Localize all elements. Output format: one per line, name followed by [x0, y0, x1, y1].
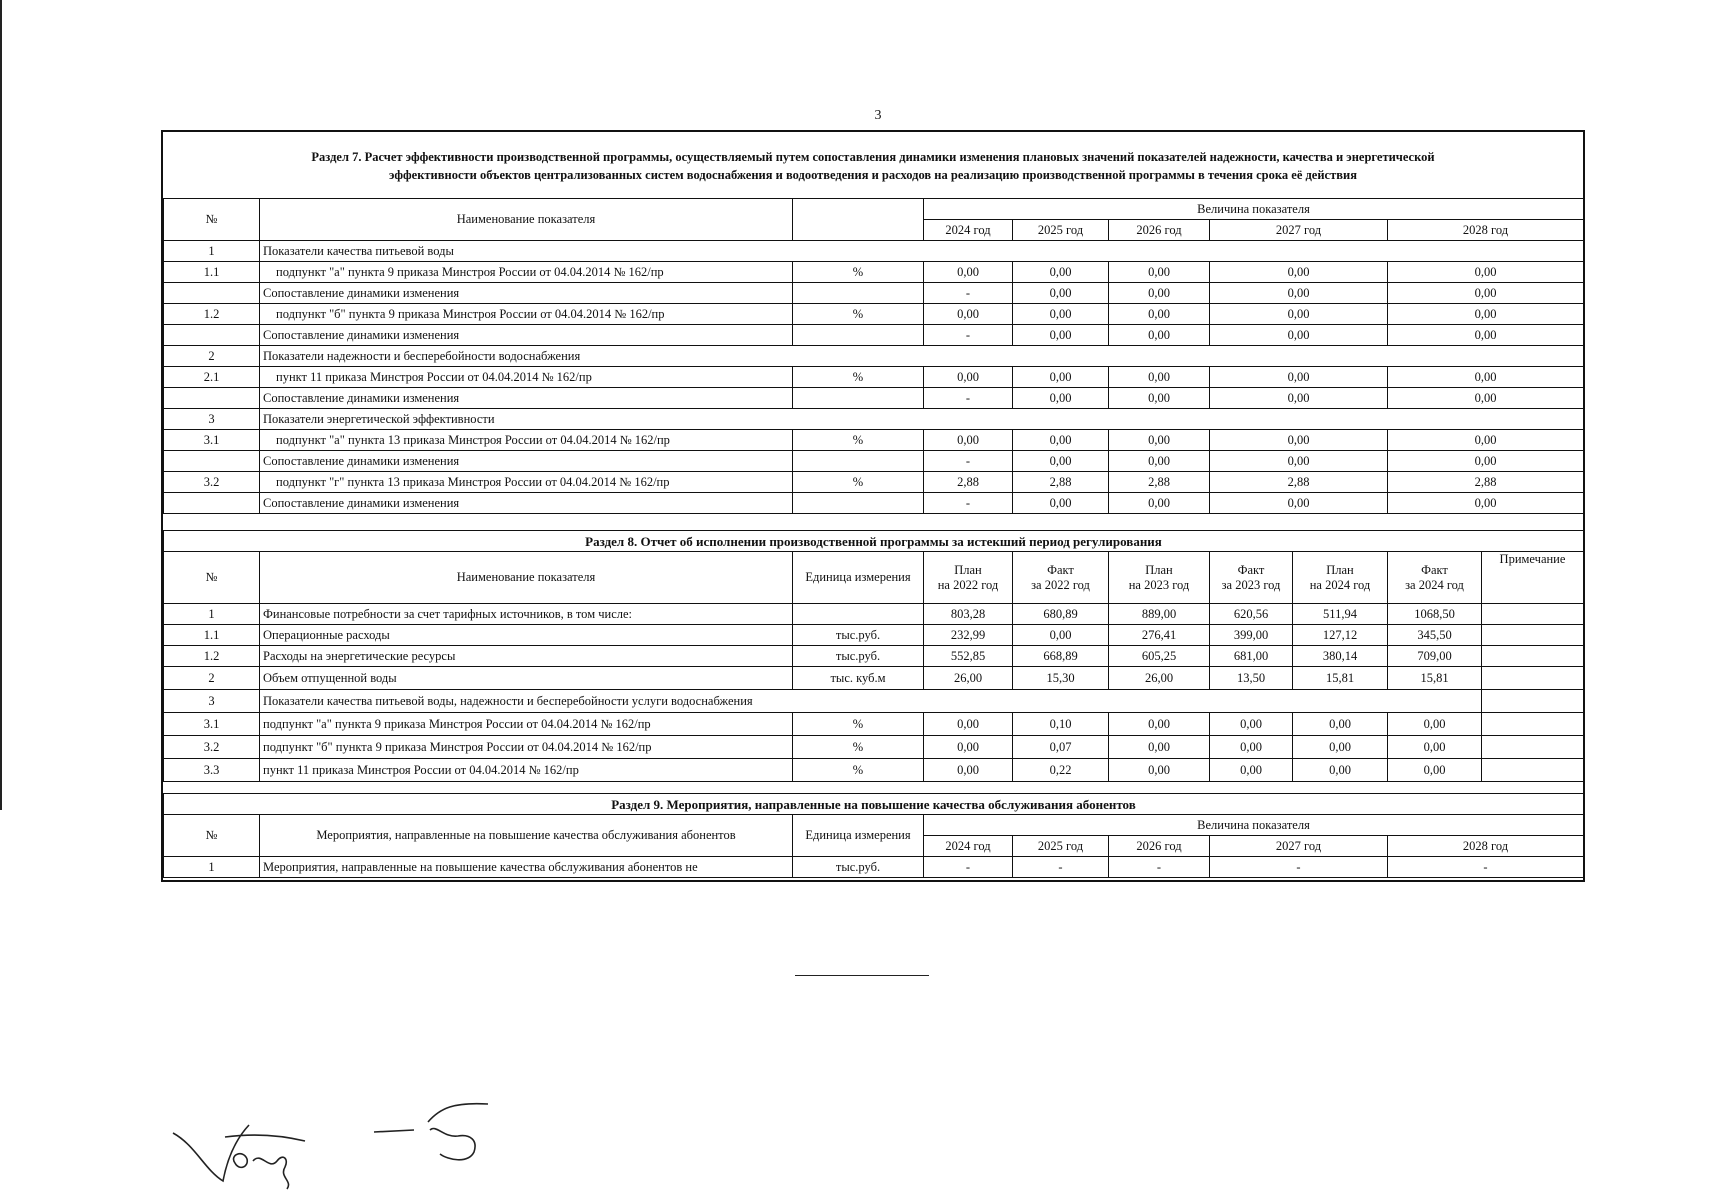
row-value: 0,00 — [924, 713, 1013, 736]
row-value: 0,00 — [1109, 304, 1210, 325]
row-value: 0,00 — [924, 367, 1013, 388]
row-unit — [793, 493, 924, 514]
row-value: 552,85 — [924, 646, 1013, 667]
note-cell — [1482, 667, 1584, 690]
header-year: 2025 год — [1013, 220, 1109, 241]
row-num: 3.2 — [164, 472, 260, 493]
table-row — [164, 857, 1584, 878]
row-num: 1.1 — [164, 262, 260, 283]
row-value: 0,00 — [1109, 388, 1210, 409]
row-value: - — [924, 857, 1013, 878]
row-value: 0,00 — [1013, 430, 1109, 451]
note-cell — [1482, 759, 1584, 782]
row-name: подпункт "г" пункта 13 приказа Минстроя России от 04.04.2014 № 162/пр — [260, 472, 793, 493]
row-value: - — [1013, 857, 1109, 878]
row-group-name: Показатели энергетической эффективности — [260, 409, 1584, 430]
row-value: 681,00 — [1210, 646, 1293, 667]
header-note: Примечание — [1482, 552, 1584, 604]
row-unit: тыс.руб. — [793, 646, 924, 667]
row-unit: тыс.руб. — [793, 857, 924, 878]
row-name: пункт 11 приказа Минстроя России от 04.04.2014 № 162/пр — [260, 759, 793, 782]
row-value: 0,00 — [1013, 451, 1109, 472]
row-name: подпункт "а" пункта 9 приказа Минстроя России от 04.04.2014 № 162/пр — [260, 262, 793, 283]
row-name: пункт 11 приказа Минстроя России от 04.04.2014 № 162/пр — [260, 367, 793, 388]
header-year: 2024 год — [924, 220, 1013, 241]
row-value: 0,00 — [1388, 367, 1584, 388]
header-name: Наименование показателя — [260, 199, 793, 241]
note-cell — [1482, 690, 1584, 713]
header-name: Мероприятия, направленные на повышение качества обслуживания абонентов — [260, 815, 793, 857]
header-unit: Единица измерения — [793, 552, 924, 604]
row-value: 0,00 — [1109, 451, 1210, 472]
header-unit-empty — [793, 199, 924, 241]
row-value: 2,88 — [924, 472, 1013, 493]
row-value: 0,00 — [1109, 283, 1210, 304]
section9-table — [163, 793, 1584, 878]
row-value: 2,88 — [1109, 472, 1210, 493]
row-value: 0,00 — [1210, 759, 1293, 782]
row-value: 0,00 — [924, 304, 1013, 325]
table-row — [164, 713, 1584, 736]
row-value: 0,00 — [1013, 367, 1109, 388]
row-value: 0,00 — [1109, 367, 1210, 388]
row-unit: % — [793, 472, 924, 493]
row-unit — [793, 388, 924, 409]
table-row — [164, 346, 1584, 367]
section7-title-line2: эффективности объектов централизованных систем водоснабжения и водоотведения и расходов на реализацию производственной программы в течения срока её действия — [389, 168, 1357, 182]
row-group-name: Показатели качества питьевой воды — [260, 241, 1584, 262]
table-row — [164, 262, 1584, 283]
row-value: 0,00 — [1388, 759, 1482, 782]
row-value: 0,00 — [1388, 388, 1584, 409]
row-value: 276,41 — [1109, 625, 1210, 646]
row-num: 3.3 — [164, 759, 260, 782]
row-value: 15,81 — [1293, 667, 1388, 690]
row-name: Операционные расходы — [260, 625, 793, 646]
row-value: 0,00 — [1013, 304, 1109, 325]
row-unit: % — [793, 736, 924, 759]
row-num: 3.1 — [164, 713, 260, 736]
table-row — [164, 325, 1584, 346]
row-unit: тыс.руб. — [793, 625, 924, 646]
section7-title-line1: Раздел 7. Расчет эффективности производственной программы, осуществляемый путем сопоставления динамики изменения плановых значений показателей надежности, качества и энергетической — [311, 150, 1435, 164]
row-value: 2,88 — [1388, 472, 1584, 493]
table-row — [164, 451, 1584, 472]
row-name: подпункт "б" пункта 9 приказа Минстроя России от 04.04.2014 № 162/пр — [260, 304, 793, 325]
row-value: 0,00 — [1388, 451, 1584, 472]
row-name: Сопоставление динамики изменения — [260, 283, 793, 304]
row-value: 2,88 — [1013, 472, 1109, 493]
row-value: 0,00 — [1210, 493, 1388, 514]
row-value: 0,00 — [1388, 430, 1584, 451]
row-num: 3.1 — [164, 430, 260, 451]
note-cell — [1482, 646, 1584, 667]
row-num: 3.2 — [164, 736, 260, 759]
row-value: 232,99 — [924, 625, 1013, 646]
table-row — [164, 409, 1584, 430]
row-value: 0,00 — [1388, 493, 1584, 514]
section9-title: Раздел 9. Мероприятия, направленные на повышение качества обслуживания абонентов — [164, 794, 1584, 815]
row-value: 803,28 — [924, 604, 1013, 625]
row-num: 1 — [164, 241, 260, 262]
row-group-name: Показатели надежности и бесперебойности водоснабжения — [260, 346, 1584, 367]
row-group-name: Показатели качества питьевой воды, надежности и бесперебойности услуги водоснабжения — [260, 690, 1482, 713]
row-unit: % — [793, 304, 924, 325]
row-num — [164, 451, 260, 472]
note-cell — [1482, 604, 1584, 625]
header-year: 2027 год — [1210, 836, 1388, 857]
row-value: 0,00 — [1388, 262, 1584, 283]
row-name: Финансовые потребности за счет тарифных источников, в том числе: — [260, 604, 793, 625]
header-year: 2028 год — [1388, 220, 1584, 241]
row-value: 511,94 — [1293, 604, 1388, 625]
row-value: 0,07 — [1013, 736, 1109, 759]
row-value: 0,00 — [1109, 493, 1210, 514]
row-value: - — [1388, 857, 1584, 878]
row-value: 0,00 — [1293, 713, 1388, 736]
note-cell — [1482, 736, 1584, 759]
header-num: № — [164, 815, 260, 857]
row-name: Сопоставление динамики изменения — [260, 388, 793, 409]
row-value: 127,12 — [1293, 625, 1388, 646]
row-value: 0,00 — [924, 759, 1013, 782]
table-row — [164, 690, 1584, 713]
header-year: 2026 год — [1109, 836, 1210, 857]
row-value: 0,00 — [1013, 493, 1109, 514]
table-row — [164, 667, 1584, 690]
row-value: 0,00 — [1388, 304, 1584, 325]
row-unit — [793, 604, 924, 625]
row-value: - — [924, 283, 1013, 304]
row-value: 0,00 — [924, 430, 1013, 451]
header-plan-2024: План на 2024 год — [1293, 552, 1388, 604]
table-row — [164, 759, 1584, 782]
header-year: 2027 год — [1210, 220, 1388, 241]
row-value: - — [1109, 857, 1210, 878]
row-num — [164, 493, 260, 514]
row-num — [164, 325, 260, 346]
header-unit: Единица измерения — [793, 815, 924, 857]
header-year: 2026 год — [1109, 220, 1210, 241]
row-value: - — [924, 493, 1013, 514]
row-value: 0,00 — [1388, 283, 1584, 304]
header-year: 2024 год — [924, 836, 1013, 857]
row-value: 709,00 — [1388, 646, 1482, 667]
row-value: 0,00 — [1013, 262, 1109, 283]
header-plan-2023: План на 2023 год — [1109, 552, 1210, 604]
signature-2 — [370, 1100, 500, 1170]
row-unit: % — [793, 713, 924, 736]
row-value: 0,00 — [1388, 713, 1482, 736]
row-unit: тыс. куб.м — [793, 667, 924, 690]
row-value: 0,00 — [1388, 736, 1482, 759]
bottom-rule — [795, 975, 929, 976]
row-value: 2,88 — [1210, 472, 1388, 493]
row-value: 0,10 — [1013, 713, 1109, 736]
table-row — [164, 304, 1584, 325]
row-value: 399,00 — [1210, 625, 1293, 646]
row-value: 26,00 — [1109, 667, 1210, 690]
row-value: 0,00 — [1013, 388, 1109, 409]
section8-title: Раздел 8. Отчет об исполнении производственной программы за истекший период регулирования — [164, 531, 1584, 552]
row-value: 0,00 — [1210, 388, 1388, 409]
scan-edge-line — [0, 0, 2, 810]
row-value: - — [924, 325, 1013, 346]
row-num: 1 — [164, 857, 260, 878]
row-num: 3 — [164, 690, 260, 713]
row-value: 0,00 — [1210, 713, 1293, 736]
row-value: 13,50 — [1210, 667, 1293, 690]
table-row — [164, 604, 1584, 625]
row-name: Сопоставление динамики изменения — [260, 493, 793, 514]
row-name: Мероприятия, направленные на повышение качества обслуживания абонентов не — [260, 857, 793, 878]
section7-title — [163, 148, 1583, 184]
row-value: 0,00 — [1109, 325, 1210, 346]
row-value: 889,00 — [1109, 604, 1210, 625]
row-name: Сопоставление динамики изменения — [260, 325, 793, 346]
row-value: 0,00 — [1109, 262, 1210, 283]
row-name: Сопоставление динамики изменения — [260, 451, 793, 472]
row-value: 0,00 — [1210, 283, 1388, 304]
row-value: 0,00 — [1013, 625, 1109, 646]
row-num: 1.1 — [164, 625, 260, 646]
row-value: - — [1210, 857, 1388, 878]
row-value: 0,00 — [1293, 736, 1388, 759]
header-num: № — [164, 199, 260, 241]
header-fact-2024: Факт за 2024 год — [1388, 552, 1482, 604]
header-value-group: Величина показателя — [924, 199, 1584, 220]
signature-1 — [165, 1115, 335, 1195]
section7-table — [163, 198, 1584, 514]
table-row — [164, 646, 1584, 667]
note-cell — [1482, 713, 1584, 736]
note-cell — [1482, 625, 1584, 646]
header-plan-2022: План на 2022 год — [924, 552, 1013, 604]
table-row — [164, 388, 1584, 409]
row-name: подпункт "б" пункта 9 приказа Минстроя России от 04.04.2014 № 162/пр — [260, 736, 793, 759]
row-value: 0,00 — [1013, 283, 1109, 304]
row-value: 26,00 — [924, 667, 1013, 690]
row-value: 0,00 — [1210, 451, 1388, 472]
row-value: 0,00 — [924, 262, 1013, 283]
row-num: 1 — [164, 604, 260, 625]
row-num: 1.2 — [164, 304, 260, 325]
row-value: 0,00 — [1210, 367, 1388, 388]
row-name: Объем отпущенной воды — [260, 667, 793, 690]
table-row — [164, 493, 1584, 514]
row-unit: % — [793, 367, 924, 388]
row-value: 0,00 — [1013, 325, 1109, 346]
row-value: 620,56 — [1210, 604, 1293, 625]
header-fact-2023: Факт за 2023 год — [1210, 552, 1293, 604]
row-num — [164, 283, 260, 304]
row-value: 0,00 — [1210, 430, 1388, 451]
row-name: Расходы на энергетические ресурсы — [260, 646, 793, 667]
row-value: 0,00 — [1388, 325, 1584, 346]
row-value: 0,00 — [1210, 736, 1293, 759]
row-unit — [793, 325, 924, 346]
row-value: 0,00 — [924, 736, 1013, 759]
header-fact-2022: Факт за 2022 год — [1013, 552, 1109, 604]
table-row — [164, 736, 1584, 759]
row-value: 345,50 — [1388, 625, 1482, 646]
row-value: 15,30 — [1013, 667, 1109, 690]
row-value: 380,14 — [1293, 646, 1388, 667]
table-row — [164, 283, 1584, 304]
row-num: 2.1 — [164, 367, 260, 388]
header-name: Наименование показателя — [260, 552, 793, 604]
table-row — [164, 430, 1584, 451]
header-year: 2028 год — [1388, 836, 1584, 857]
row-value: 0,22 — [1013, 759, 1109, 782]
row-num — [164, 388, 260, 409]
header-year: 2025 год — [1013, 836, 1109, 857]
table-row — [164, 241, 1584, 262]
row-num: 2 — [164, 346, 260, 367]
row-num: 3 — [164, 409, 260, 430]
row-value: 0,00 — [1109, 736, 1210, 759]
row-value: 0,00 — [1109, 713, 1210, 736]
row-value: 0,00 — [1210, 262, 1388, 283]
row-name: подпункт "а" пункта 13 приказа Минстроя России от 04.04.2014 № 162/пр — [260, 430, 793, 451]
row-value: 680,89 — [1013, 604, 1109, 625]
row-num: 1.2 — [164, 646, 260, 667]
row-num: 2 — [164, 667, 260, 690]
row-value: 668,89 — [1013, 646, 1109, 667]
table-row — [164, 367, 1584, 388]
table-row — [164, 472, 1584, 493]
section8-table — [163, 530, 1584, 782]
row-value: 0,00 — [1210, 304, 1388, 325]
page-number: 3 — [874, 108, 882, 123]
row-value: 0,00 — [1109, 759, 1210, 782]
row-unit: % — [793, 262, 924, 283]
header-value-group: Величина показателя — [924, 815, 1584, 836]
table-row — [164, 625, 1584, 646]
row-value: - — [924, 451, 1013, 472]
row-value: 0,00 — [1293, 759, 1388, 782]
row-value: 605,25 — [1109, 646, 1210, 667]
row-unit: % — [793, 759, 924, 782]
row-unit — [793, 451, 924, 472]
row-value: 0,00 — [1210, 325, 1388, 346]
row-value: 15,81 — [1388, 667, 1482, 690]
row-unit — [793, 283, 924, 304]
row-name: подпункт "а" пункта 9 приказа Минстроя России от 04.04.2014 № 162/пр — [260, 713, 793, 736]
row-value: - — [924, 388, 1013, 409]
row-unit: % — [793, 430, 924, 451]
row-value: 0,00 — [1109, 430, 1210, 451]
header-num: № — [164, 552, 260, 604]
row-value: 1068,50 — [1388, 604, 1482, 625]
